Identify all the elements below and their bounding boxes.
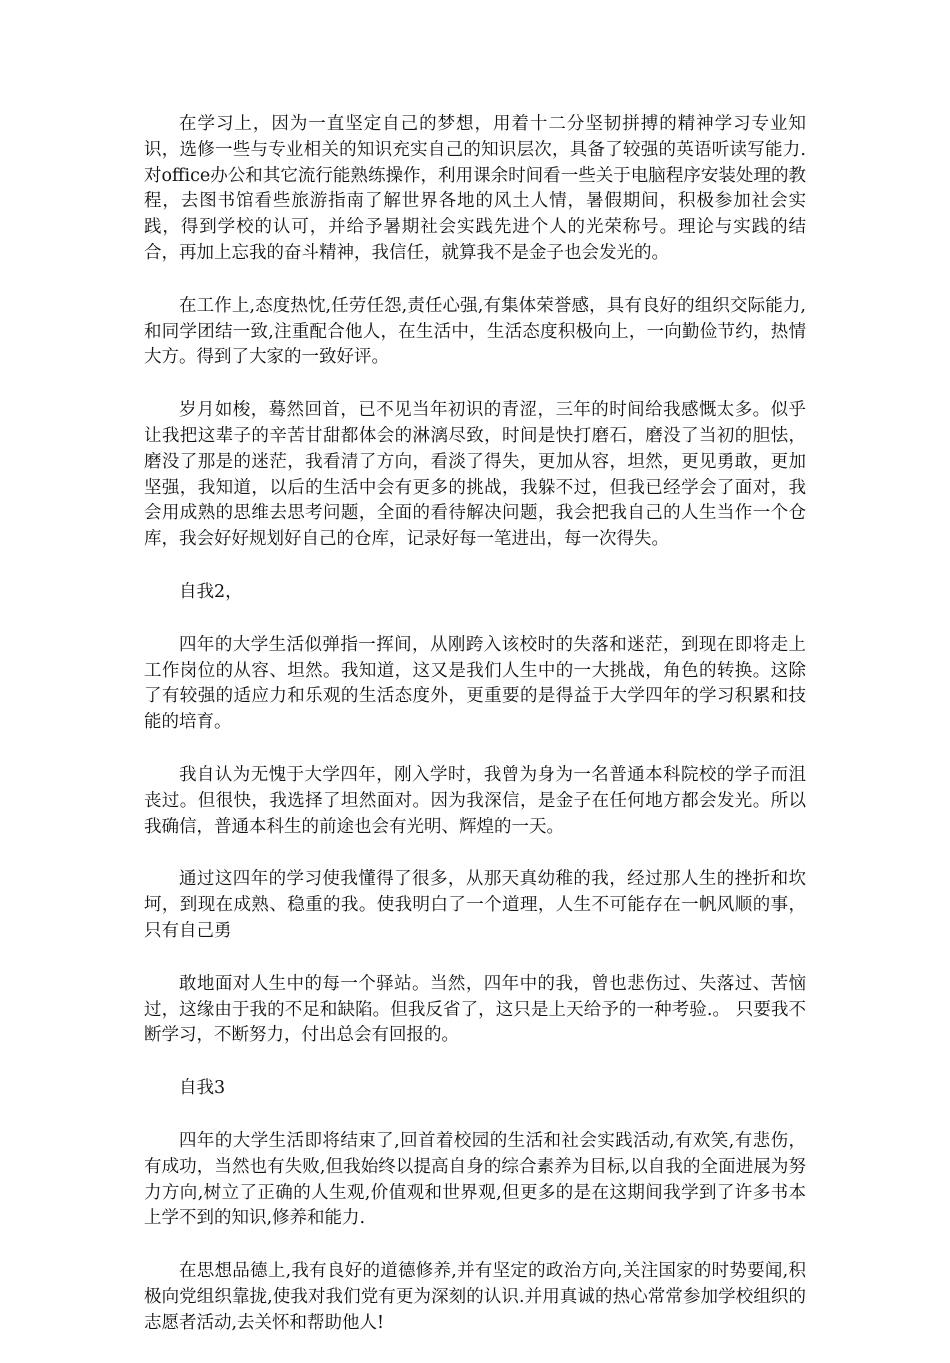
paragraph-work: 在工作上,态度热忱,任劳任怨,责任心强,有集体荣誉感，具有良好的组织交际能力,和同学团结一致,注重配合他人，在生活中，生活态度积极向上，一向勤俭节约，热情大方。得到了大家的一致好评。 — [144, 295, 806, 368]
document-page — [144, 112, 806, 1363]
paragraph-courage: 敢地面对人生中的每一个驿站。当然，四年中的我，曾也悲伤过、失落过、苦恼过，这缘由于我的不足和缺陷。但我反省了，这只是上天给予的一种考验.。 只要我不断学习，不断努力，付出总会有回报的。 — [144, 973, 806, 1046]
paragraph-growth: 通过这四年的学习使我懂得了很多，从那天真幼稚的我，经过那人生的挫折和坎坷，到现在成熟、稳重的我。使我明白了一个道理，人生不可能存在一帆风顺的事，只有自己勇 — [144, 869, 806, 941]
section-heading-self-3: 自我3 — [179, 1078, 226, 1099]
paragraph-university-life: 四年的大学生活似弹指一挥间，从刚跨入该校时的失落和迷茫，到现在即将走上工作岗位的从容、坦然。我知道，这又是我们人生中的一大挑战，角色的转换。这除了有较强的适应力和乐观的生活态度外，更重要的是得益于大学四年的学习积累和技能的培育。 — [144, 634, 806, 733]
section-heading-self-2: 自我2， — [179, 581, 243, 602]
paragraph-moral-character: 在思想品德上,我有良好的道德修养,并有坚定的政治方向,关注国家的时势要闻,积极向党组织靠拢,使我对我们党有更为深刻的认识.并用真诚的热心常常参加学校组织的志愿者活动,去关怀和帮助他人! — [144, 1261, 806, 1333]
paragraph-study: 在学习上，因为一直坚定自己的梦想，用着十二分坚韧拼搏的精神学习专业知识，选修一些与专业相关的知识充实自己的知识层次，具备了较强的英语听读写能力.对office办公和其它流行能熟练操作，利用课余时间看一些关于电脑程序安装处理的教程，去图书馆看些旅游指南了解世界各地的风土人情，暑假期间，积极参加社会实践，得到学校的认可，并给予暑期社会实践先进个人的光荣称号。理论与实践的结合，再加上忘我的奋斗精神，我信任，就算我不是金子也会发光的。 — [144, 114, 806, 263]
paragraph-campus-life: 四年的大学生活即将结束了,回首着校园的生活和社会实践活动,有欢笑,有悲伤，有成功，当然也有失败,但我始终以提高自身的综合素养为目标,以自我的全面进展为努力方向,树立了正确的人生观,价值观和世界观,但更多的是在这期间我学到了许多书本上学不到的知识,修养和能力. — [144, 1130, 806, 1229]
paragraph-confidence: 我自认为无愧于大学四年，刚入学时，我曾为身为一名普通本科院校的学子而沮丧过。但很快，我选择了坦然面对。因为我深信，是金子在任何地方都会发光。所以我确信，普通本科生的前途也会有光明、辉煌的一天。 — [144, 764, 806, 837]
paragraph-reflection: 岁月如梭，蓦然回首，已不见当年初识的青涩，三年的时间给我感慨太多。似乎让我把这辈子的辛苦甘甜都体会的淋漓尽致，时间是快打磨石，磨没了当初的胆怯，磨没了那是的迷茫，我看清了方向，看淡了得失，更加从容，坦然，更见勇敢，更加坚强，我知道，以后的生活中会有更多的挑战，我躲不过，但我已经学会了面对，我会用成熟的思维去思考问题，全面的看待解决问题，我会把我自己的人生当作一个仓库，我会好好规划好自己的仓库，记录好每一笔进出，每一次得失。 — [144, 400, 806, 550]
